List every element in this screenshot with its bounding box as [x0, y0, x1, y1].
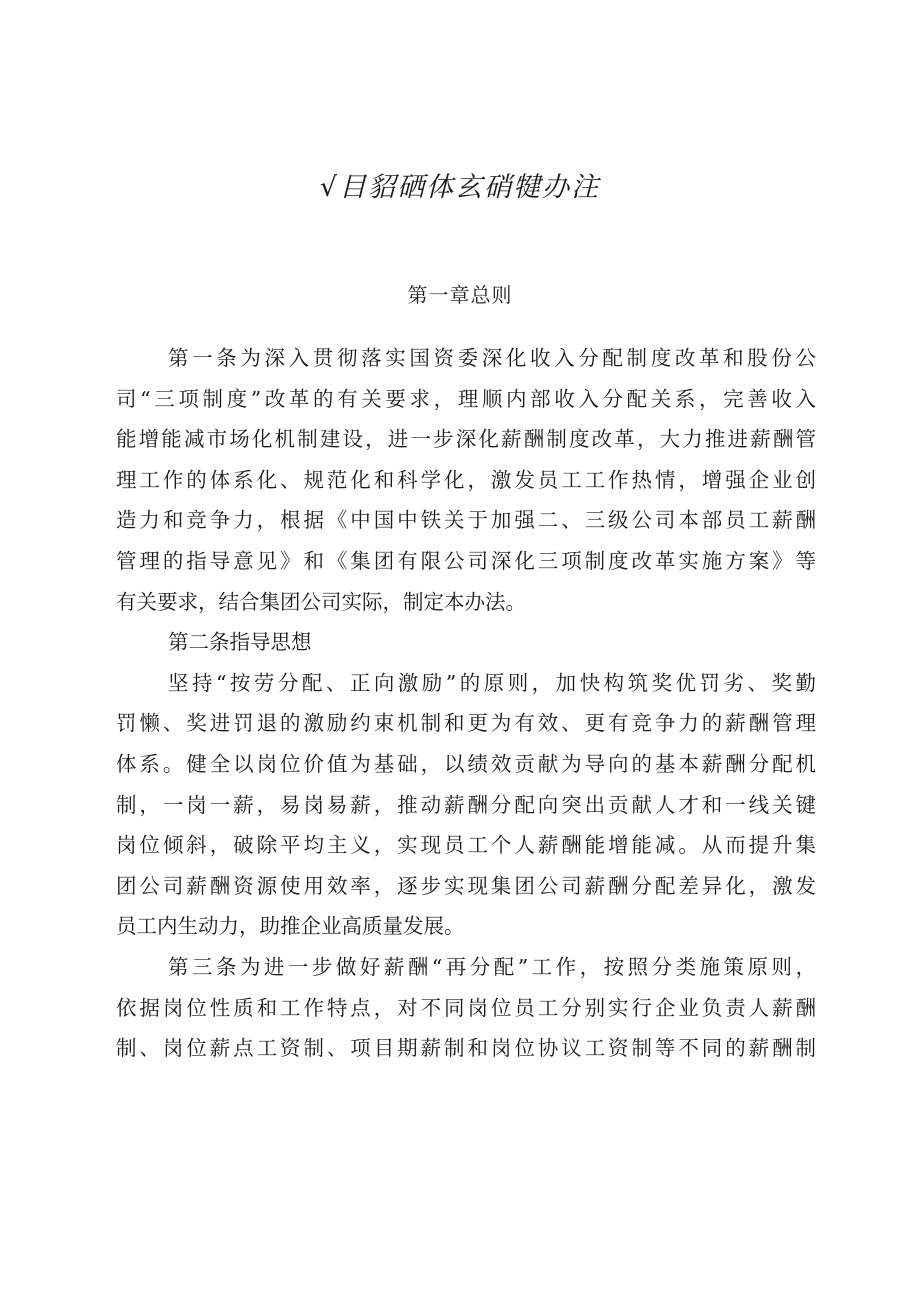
body-line: 司“三项制度”改革的有关要求，理顺内部收入分配关系，完善收入 [116, 386, 816, 411]
body-line: 制、岗位薪点工资制、项目期薪制和岗位协议工资制等不同的薪酬制 [116, 1036, 816, 1061]
body-line: 管理的指导意见》和《集团有限公司深化三项制度改革实施方案》等 [116, 549, 816, 573]
chapter-heading: 第一章总则 [407, 283, 513, 307]
body-line: 岗位倾斜，破除平均主义，实现员工个人薪酬能增能减。从而提升集 [116, 833, 816, 858]
body-line: 第一条为深入贯彻落实国资委深化收入分配制度改革和股份公 [168, 346, 816, 370]
body-line: 团公司薪酬资源使用效率，逐步实现集团公司薪酬分配差异化，激发 [116, 873, 816, 898]
body-line: 能增能减市场化机制建设，进一步深化薪酬制度改革，大力推进薪酬管 [116, 427, 816, 452]
body-line: 坚持“按劳分配、正向激励”的原则，加快构筑奖优罚劣、奖勤 [168, 670, 816, 695]
body-line: 理工作的体系化、规范化和科学化，激发员工工作热情，增强企业创 [116, 467, 816, 492]
body-line: 体系。健全以岗位价值为基础，以绩效贡献为导向的基本薪酬分配机 [116, 752, 816, 776]
body-line: 第二条指导思想 [168, 630, 312, 655]
body-line: 制，一岗一薪，易岗易薪，推动薪酬分配向突出贡献人才和一线关键 [116, 792, 816, 817]
body-line: 依据岗位性质和工作特点，对不同岗位员工分别实行企业负责人薪酬 [116, 995, 816, 1020]
body-line: 罚懒、奖进罚退的激励约束机制和更为有效、更有竞争力的薪酬管理 [116, 711, 816, 736]
body-line: 员工内生动力，助推企业高质量发展。 [116, 914, 465, 939]
body-line: 有关要求，结合集团公司实际，制定本办法。 [116, 589, 526, 614]
body-line: 造力和竞争力，根据《中国中铁关于加强二、三级公司本部员工薪酬 [116, 508, 816, 533]
body-line: 第三条为进一步做好薪酬“再分配”工作，按照分类施策原则， [168, 955, 816, 979]
document-title: √目貂硒体玄硝犍办注 [319, 172, 601, 203]
